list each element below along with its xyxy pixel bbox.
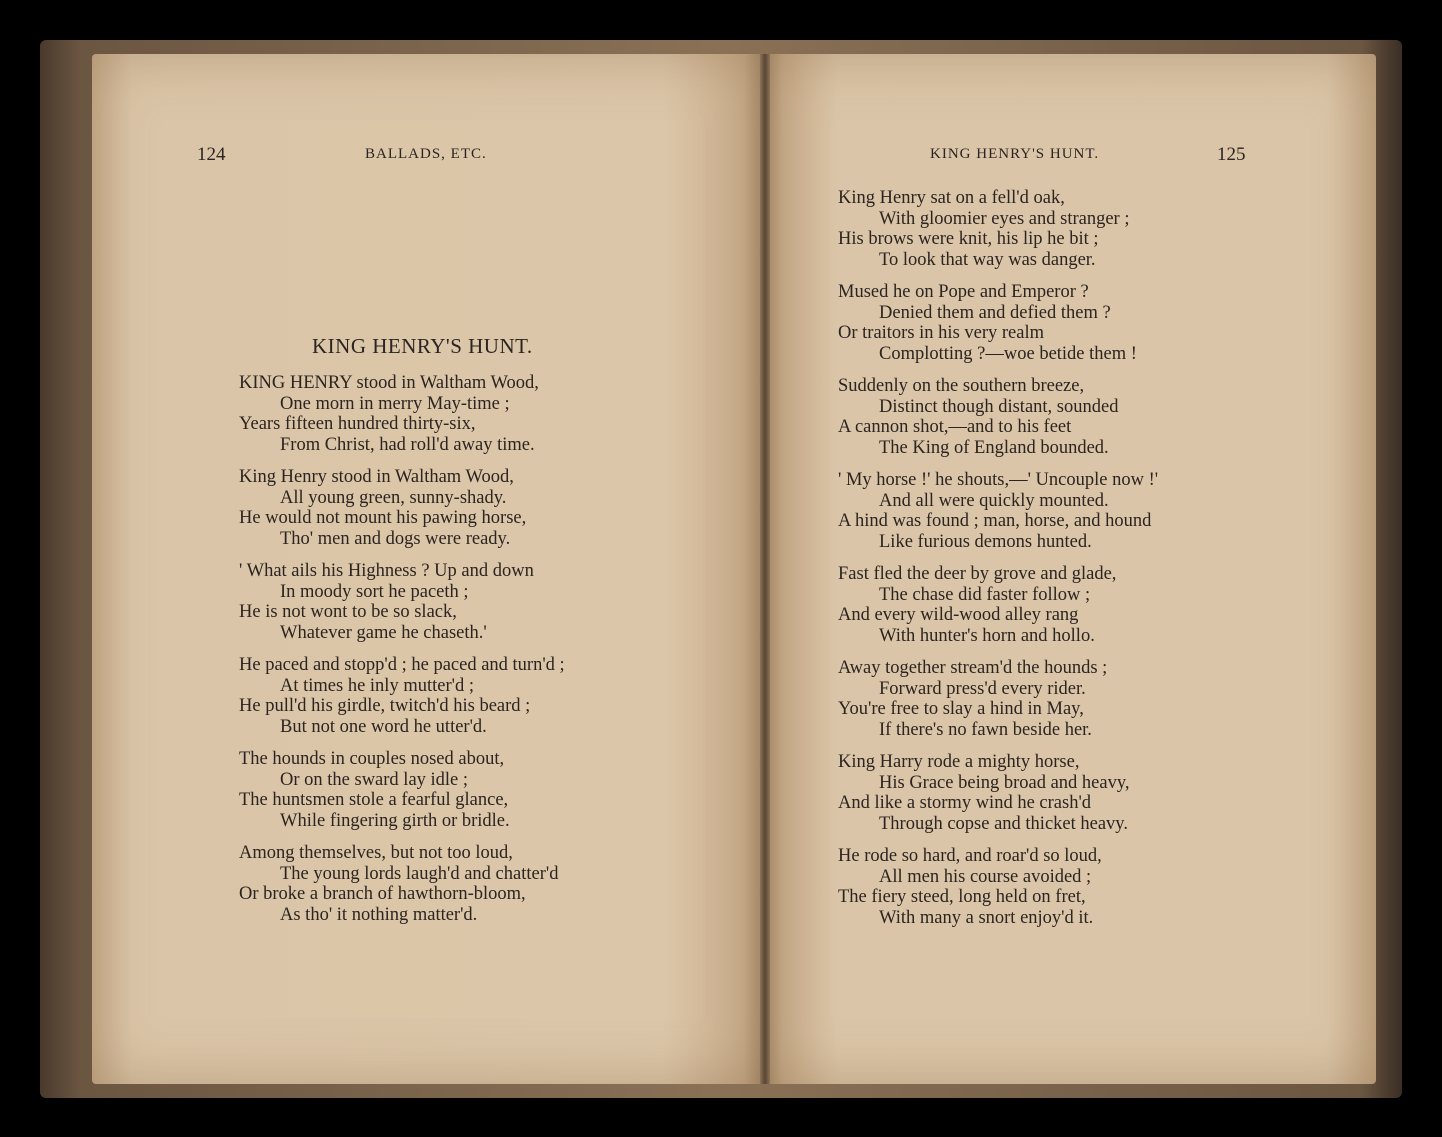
left-poem-column: [239, 373, 565, 937]
verse-line: His brows were knit, his lip he bit ;: [838, 229, 1099, 249]
verse-line: He paced and stopp'd ; he paced and turn'd ;: [239, 655, 565, 675]
verse-line: The huntsmen stole a fearful glance,: [239, 790, 509, 810]
verse-line: The fiery steed, long held on fret,: [838, 887, 1086, 907]
stanza: [838, 846, 1158, 928]
verse-line: Or broke a branch of hawthorn-bloom,: [239, 884, 526, 904]
verse-line: All young green, sunny-shady.: [280, 487, 507, 508]
verse-line: Fast fled the deer by grove and glade,: [838, 564, 1117, 584]
verse-line: King Henry stood in Waltham Wood,: [239, 467, 514, 487]
verse-line: And every wild-wood alley rang: [838, 605, 1079, 625]
verse-line: Among themselves, but not too loud,: [239, 843, 513, 863]
verse-line: His Grace being broad and heavy,: [879, 772, 1130, 793]
verse-line: ' What ails his Highness ? Up and down: [239, 561, 534, 581]
verse-line: All men his course avoided ;: [879, 866, 1092, 887]
stanza: [239, 561, 565, 643]
verse-line: He would not mount his pawing horse,: [239, 508, 527, 528]
verse-line: And all were quickly mounted.: [879, 490, 1109, 511]
verse-line: Distinct though distant, sounded: [879, 396, 1119, 417]
verse-line: With hunter's horn and hollo.: [879, 625, 1095, 646]
verse-line: Forward press'd every rider.: [879, 678, 1086, 699]
verse-line: Denied them and defied them ?: [879, 302, 1111, 323]
verse-line: A hind was found ; man, horse, and hound: [838, 511, 1152, 531]
verse-line: In moody sort he paceth ;: [280, 581, 469, 602]
stanza: [239, 655, 565, 737]
verse-line: Tho' men and dogs were ready.: [280, 528, 511, 549]
book-gutter: [760, 54, 770, 1084]
stanza: [838, 564, 1158, 646]
right-running-head: KING HENRY'S HUNT.: [930, 146, 1100, 162]
verse-line: As tho' it nothing matter'd.: [280, 904, 478, 925]
stanza: [239, 749, 565, 831]
verse-line: Through copse and thicket heavy.: [879, 813, 1128, 834]
left-running-head: BALLADS, ETC.: [365, 146, 487, 162]
verse-line: Suddenly on the southern breeze,: [838, 376, 1085, 396]
stanza: [838, 282, 1158, 364]
poem-title: KING HENRY'S HUNT.: [312, 334, 533, 358]
verse-line: Away together stream'd the hounds ;: [838, 658, 1108, 678]
verse-line: Or on the sward lay idle ;: [280, 769, 469, 790]
stanza: [838, 188, 1158, 270]
left-page-number: 124: [197, 144, 226, 165]
stanza: [239, 843, 565, 925]
verse-line: Complotting ?—woe betide them !: [879, 343, 1137, 364]
verse-line: Years fifteen hundred thirty-six,: [239, 414, 476, 434]
verse-line: The King of England bounded.: [879, 437, 1109, 458]
verse-line: A cannon shot,—and to his feet: [838, 417, 1072, 437]
right-page-number: 125: [1217, 144, 1246, 165]
verse-line: And like a stormy wind he crash'd: [838, 793, 1092, 813]
verse-line: From Christ, had roll'd away time.: [280, 434, 535, 455]
verse-line: The young lords laugh'd and chatter'd: [280, 863, 559, 884]
verse-line: One morn in merry May-time ;: [280, 393, 510, 414]
verse-line: With gloomier eyes and stranger ;: [879, 208, 1130, 229]
verse-line: To look that way was danger.: [879, 249, 1096, 270]
verse-line: Or traitors in his very realm: [838, 323, 1045, 343]
stanza: [838, 376, 1158, 458]
verse-line: Mused he on Pope and Emperor ?: [838, 282, 1089, 302]
stanza: [838, 752, 1158, 834]
verse-line: He rode so hard, and roar'd so loud,: [838, 846, 1102, 866]
verse-line: With many a snort enjoy'd it.: [879, 907, 1094, 928]
verse-line: You're free to slay a hind in May,: [838, 699, 1084, 719]
stanza: [239, 373, 565, 455]
stanza: [838, 658, 1158, 740]
verse-line: But not one word he utter'd.: [280, 716, 487, 737]
verse-line: He pull'd his girdle, twitch'd his beard ;: [239, 696, 531, 716]
verse-line: ' My horse !' he shouts,—' Uncouple now !': [838, 470, 1159, 490]
verse-line: The hounds in couples nosed about,: [239, 749, 505, 769]
verse-line: If there's no fawn beside her.: [879, 719, 1092, 740]
verse-line: King Harry rode a mighty horse,: [838, 752, 1080, 772]
verse-line: He is not wont to be so slack,: [239, 602, 457, 622]
verse-line: At times he inly mutter'd ;: [280, 675, 474, 696]
verse-line: The chase did faster follow ;: [879, 584, 1091, 605]
stanza: [838, 470, 1158, 552]
verse-line: King Henry sat on a fell'd oak,: [838, 188, 1065, 208]
stanza: [239, 467, 565, 549]
verse-line: While fingering girth or bridle.: [280, 810, 510, 831]
right-poem-column: [838, 188, 1158, 940]
verse-line: Whatever game he chaseth.': [280, 622, 487, 643]
verse-line: KING HENRY stood in Waltham Wood,: [239, 373, 539, 393]
verse-line: Like furious demons hunted.: [879, 531, 1092, 552]
